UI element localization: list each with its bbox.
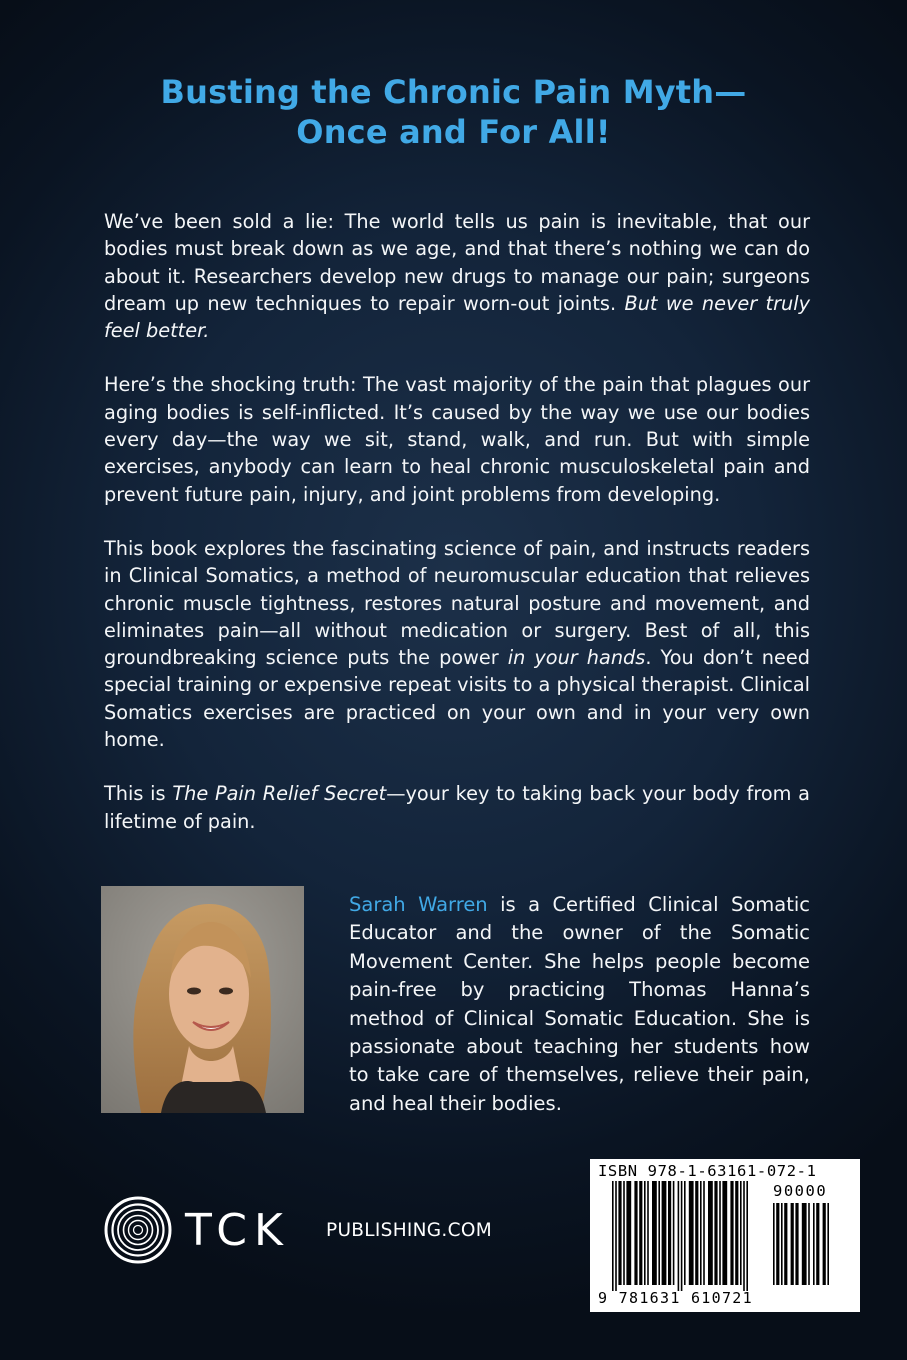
barcode-bar bbox=[813, 1203, 815, 1285]
barcode-bar bbox=[623, 1181, 625, 1285]
barcode-bar bbox=[700, 1181, 702, 1285]
author-bio bbox=[349, 891, 810, 1118]
barcode-bar bbox=[722, 1181, 727, 1285]
headline-line-1: Busting the Chronic Pain Myth— bbox=[160, 73, 747, 111]
barcode-bar bbox=[823, 1203, 826, 1285]
paragraph-2-text: Here’s the shocking truth: The vast majority of the pain that plagues our aging bodies is self-inflicted. It’s caused by the way we use our bodies every day—the way we sit, stand, walk, and run. But with simple exercises, anybody can learn to heal chronic musculoskeletal pain and prevent future pain, injury, and joint problems from developing. bbox=[104, 373, 810, 506]
barcode-bar bbox=[703, 1181, 705, 1285]
barcode-bar bbox=[808, 1203, 810, 1285]
paragraph-4-prefix: This is bbox=[104, 782, 173, 806]
author-photo bbox=[101, 886, 304, 1113]
author-name: Sarah Warren bbox=[349, 893, 488, 916]
publisher-logo-mark: TCK bbox=[185, 1205, 290, 1256]
barcode-bar bbox=[735, 1181, 738, 1285]
barcode-bar bbox=[689, 1181, 694, 1285]
isbn-label: ISBN 978-1-63161-072-1 bbox=[598, 1162, 817, 1180]
barcode-bar bbox=[776, 1203, 779, 1285]
barcode-bar bbox=[615, 1181, 617, 1291]
barcode-bar bbox=[662, 1181, 667, 1285]
barcode-bar bbox=[791, 1203, 794, 1285]
barcode-bar bbox=[695, 1181, 698, 1285]
barcode-digits: 9 781631 610721 bbox=[598, 1289, 753, 1307]
barcode-bar bbox=[618, 1181, 621, 1285]
barcode-bar bbox=[647, 1181, 649, 1285]
barcode-bar bbox=[827, 1203, 829, 1285]
barcode-bar bbox=[612, 1181, 614, 1291]
paragraph-3-emphasis: in your hands bbox=[507, 646, 646, 670]
barcode-bar bbox=[781, 1203, 783, 1285]
barcode-bar bbox=[816, 1203, 819, 1285]
barcode-bar bbox=[746, 1181, 748, 1291]
headline-line-2: Once and For All! bbox=[296, 113, 611, 151]
barcode-bar bbox=[730, 1181, 733, 1285]
description bbox=[104, 208, 810, 862]
publisher-logo bbox=[104, 1196, 504, 1264]
barcode-bar bbox=[740, 1181, 742, 1285]
barcode-bar bbox=[743, 1181, 745, 1291]
paragraph-1-text: We’ve been sold a lie: The world tells us pain is inevitable, that our bodies must break down as we age, and that there’s nothing we can do about it. Researchers develop new drugs to manage our pain; surgeons dream up new techniques to repair worn-out joints. bbox=[104, 210, 810, 315]
barcode-bar bbox=[784, 1203, 787, 1285]
barcode-bar bbox=[681, 1181, 683, 1291]
barcode-bar bbox=[678, 1181, 680, 1291]
barcode-bar bbox=[802, 1203, 807, 1285]
barcode-bar bbox=[626, 1181, 631, 1285]
publisher-seal-icon bbox=[104, 1196, 172, 1264]
barcode-bar bbox=[708, 1181, 713, 1285]
book-title: The Pain Relief Secret bbox=[172, 782, 387, 806]
paragraph-1 bbox=[104, 208, 810, 344]
barcode-bar bbox=[773, 1203, 775, 1285]
paragraph-4 bbox=[104, 780, 810, 835]
barcode-bar bbox=[652, 1181, 657, 1285]
price-code: 90000 bbox=[773, 1182, 828, 1200]
barcode-bar bbox=[658, 1181, 660, 1285]
paragraph-3 bbox=[104, 535, 810, 753]
barcode-bar bbox=[714, 1181, 717, 1285]
barcode-bar bbox=[639, 1181, 642, 1285]
paragraph-2 bbox=[104, 371, 810, 507]
barcode-bar bbox=[644, 1181, 646, 1285]
author-bio-text: is a Certified Clinical Somatic Educator and the owner of the Somatic Movement Center. She helps people become pain-free by practicing Thomas Hanna’s method of Clinical Somatic Education. She is passionate about teaching her students how to take care of themselves, relieve their pain, and heal their bodies. bbox=[349, 893, 810, 1115]
headline bbox=[0, 72, 907, 152]
barcode-bar bbox=[719, 1181, 721, 1285]
publisher-logo-text: PUBLISHING.COM bbox=[326, 1220, 492, 1241]
paragraph-4-text: —your key to taking back your body from a lifetime of pain. bbox=[104, 782, 810, 833]
barcode-bar bbox=[673, 1181, 675, 1285]
barcode-bar bbox=[634, 1181, 637, 1285]
paragraph-3-text-b: . You don’t need special training or expensive repeat visits to a physical therapist. Clinical Somatics exercises are practiced on your own and in your very own home. bbox=[104, 646, 810, 752]
paragraph-1-emphasis: But we never truly feel better. bbox=[104, 291, 810, 343]
isbn-barcode bbox=[590, 1159, 860, 1312]
barcode-bar bbox=[795, 1203, 798, 1285]
barcode-bar bbox=[668, 1181, 671, 1285]
barcode-bar bbox=[684, 1181, 686, 1285]
paragraph-3-text-a: This book explores the fascinating science of pain, and instructs readers in Clinical Somatics, a method of neuromuscular education that relieves chronic muscle tightness, restores natural posture and movement, and eliminates pain—all without medication or surgery. Best of all, this groundbreaking science puts the power bbox=[104, 536, 810, 670]
